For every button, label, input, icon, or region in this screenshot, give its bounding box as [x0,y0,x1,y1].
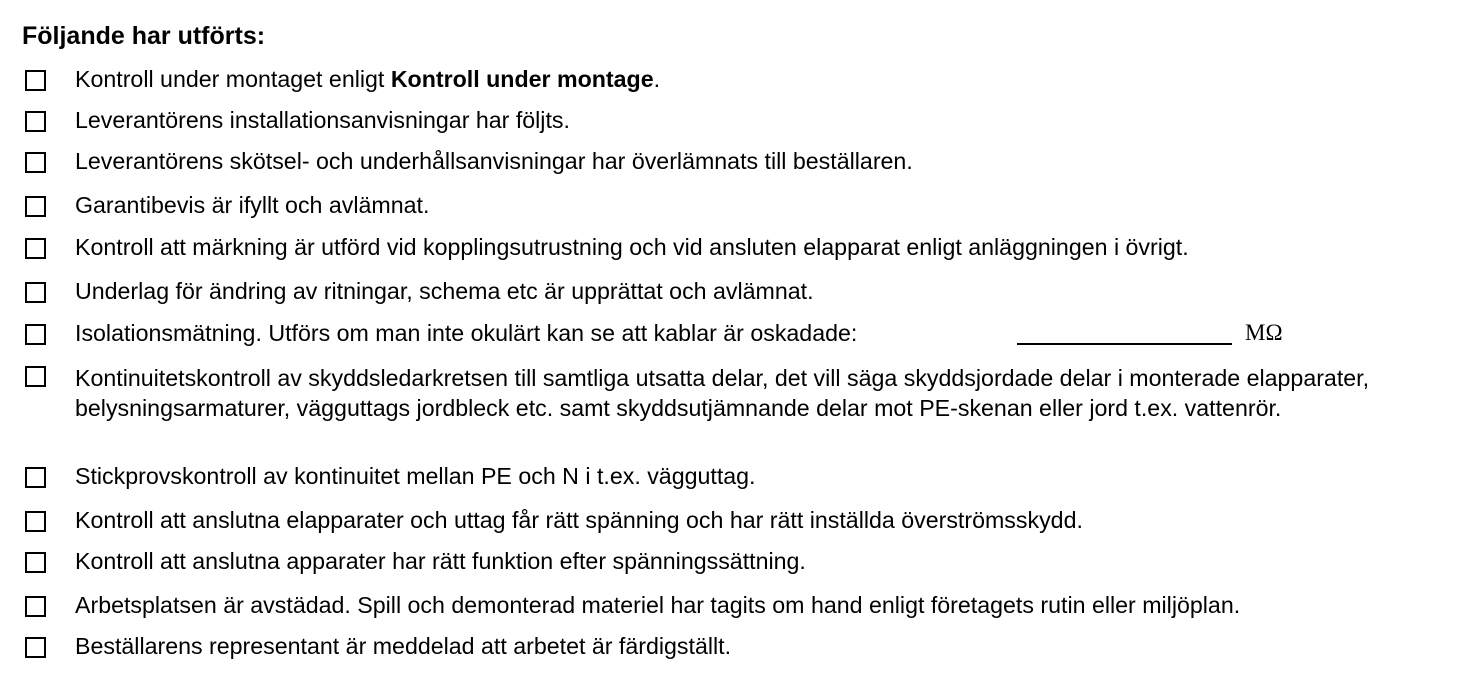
checklist-item-label: Leverantörens skötsel- och underhållsanvisningar har överlämnats till beställaren. [75,148,913,174]
checklist-item-label: Kontroll att anslutna elapparater och uttag får rätt spänning och har rätt inställda överströmsskydd. [75,507,1083,533]
checkbox-voltage-check[interactable] [25,511,46,532]
checklist-item-label: Isolationsmätning. Utförs om man inte okulärt kan se att kablar är oskadade: [75,320,858,346]
checkbox-marking[interactable] [25,238,46,259]
checklist-item-label: Arbetsplatsen är avstädad. Spill och demonterad materiel har tagits om hand enligt företagets rutin eller miljöplan. [75,592,1241,618]
unit-label: MΩ [1245,320,1283,345]
checklist-item-label: Beställarens representant är meddelad att arbetet är färdigställt. [75,633,732,659]
checklist-item-label: Underlag för ändring av ritningar, schema etc är upprättat och avlämnat. [75,278,814,304]
checklist-item-label: Kontroll under montaget enligt Kontroll under montage. [75,66,661,92]
checklist-item-label: Kontinuitetskontroll av skyddsledarkretsen till samtliga utsatta delar, det vill säga skyddsjordade delar i monterade elapparater, belysningsarmaturer, vägguttags jordbleck etc. samt skyddsutjämnande delar mot PE-skenan eller jord t.ex. vattenrör. [75,365,1370,421]
checklist-item-label: Stickprovskontroll av kontinuitet mellan PE och N i t.ex. vägguttag. [75,463,756,489]
checkbox-workplace-cleaned[interactable] [25,596,46,617]
checkbox-montage-control[interactable] [25,70,46,91]
checkbox-warranty[interactable] [25,196,46,217]
checkbox-client-notified[interactable] [25,637,46,658]
section-heading: Följande har utförts: [22,22,266,50]
checklist-item-label: Kontroll att anslutna apparater har rätt funktion efter spänningssättning. [75,548,806,574]
checkbox-continuity-control[interactable] [25,366,46,387]
checkbox-installation-instructions[interactable] [25,111,46,132]
document-reference: Kontroll under montage [390,66,654,92]
checkbox-spot-check[interactable] [25,467,46,488]
checklist-item-label: Garantibevis är ifyllt och avlämnat. [75,192,430,218]
checkbox-drawings[interactable] [25,282,46,303]
insulation-value-field[interactable] [1017,343,1232,345]
checklist-item-label: Kontroll att märkning är utförd vid kopplingsutrustning och vid ansluten elapparat enligt anläggningen i övrigt. [75,234,1189,260]
checklist-item-label: Leverantörens installationsanvisningar har följts. [75,107,570,133]
checkbox-function-check[interactable] [25,552,46,573]
checkbox-insulation-measurement[interactable] [25,324,46,345]
checkbox-maintenance-instructions[interactable] [25,152,46,173]
